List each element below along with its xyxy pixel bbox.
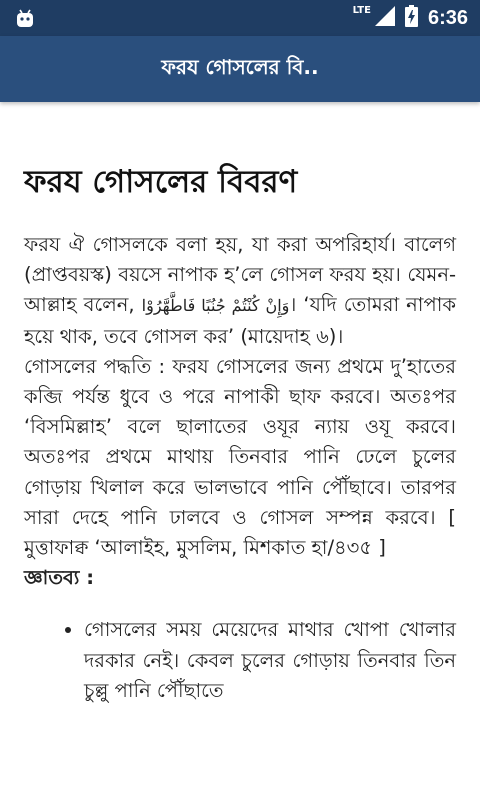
android-icon	[14, 7, 36, 29]
notes-list	[24, 615, 456, 706]
signal-icon	[375, 6, 395, 30]
article-content[interactable]	[0, 102, 480, 800]
note-label: জ্ঞাতব্য :	[24, 566, 95, 590]
battery-charging-icon	[405, 5, 418, 31]
toolbar-title: ফরয গোসলের বি..	[161, 54, 319, 79]
network-label: LTE	[352, 4, 371, 16]
article-body	[24, 230, 456, 706]
arabic-quote: وَإِنْ كُنْتُمْ جُنُبًا فَاطَّهَّرُوْا	[141, 296, 290, 316]
toolbar	[0, 36, 480, 102]
intro-text-a: ফরয ঐ গোসলকে বলা হয়, যা করা অপরিহার্য। বালেগ (প্রাপ্তবয়স্ক) বয়সে নাপাক হ’লে গোসল ফরয হয়। যেমন- আল্লাহ বলেন,	[24, 233, 456, 317]
status-bar	[0, 0, 480, 36]
article-title: ফরয গোসলের বিবরণ	[24, 164, 298, 200]
intro-paragraph	[24, 230, 456, 352]
intro-text-b: । ‘যদি তোমরা নাপাক হয়ে থাক, তবে গোসল কর’ (মায়েদাহ ৬)।	[24, 293, 456, 348]
clock: 6:36	[427, 6, 468, 29]
list-item: • গোসলের সময় মেয়েদের মাথার খোপা খোলার দরকার নেই। কেবল চুলের গোড়ায় তিনবার তিন চুল্লু পানি পৌঁছাতে	[84, 615, 456, 706]
method-paragraph: গোসলের পদ্ধতি : ফরয গোসলের জন্য প্রথমে দু’হাতের কব্জি পর্যন্ত ধুবে ও পরে নাপাকী ছাফ করবে। অতঃপর ‘বিসমিল্লাহ’ বলে ছালাতের ওযূর ন্যায় ওযূ করবে। অতঃপর প্রথমে মাথায় তিনবার পানি ঢেলে চুলের গোড়ায় খিলাল করে ভালভাবে পানি পৌঁছাবে। তারপর সারা দেহে পানি ঢালবে ও গোসল সম্পন্ন করবে। [ মুত্তাফাক্ব ‘আলাইহ, মুসলিম, মিশকাত হা/৪৩৫ ]	[24, 354, 456, 560]
